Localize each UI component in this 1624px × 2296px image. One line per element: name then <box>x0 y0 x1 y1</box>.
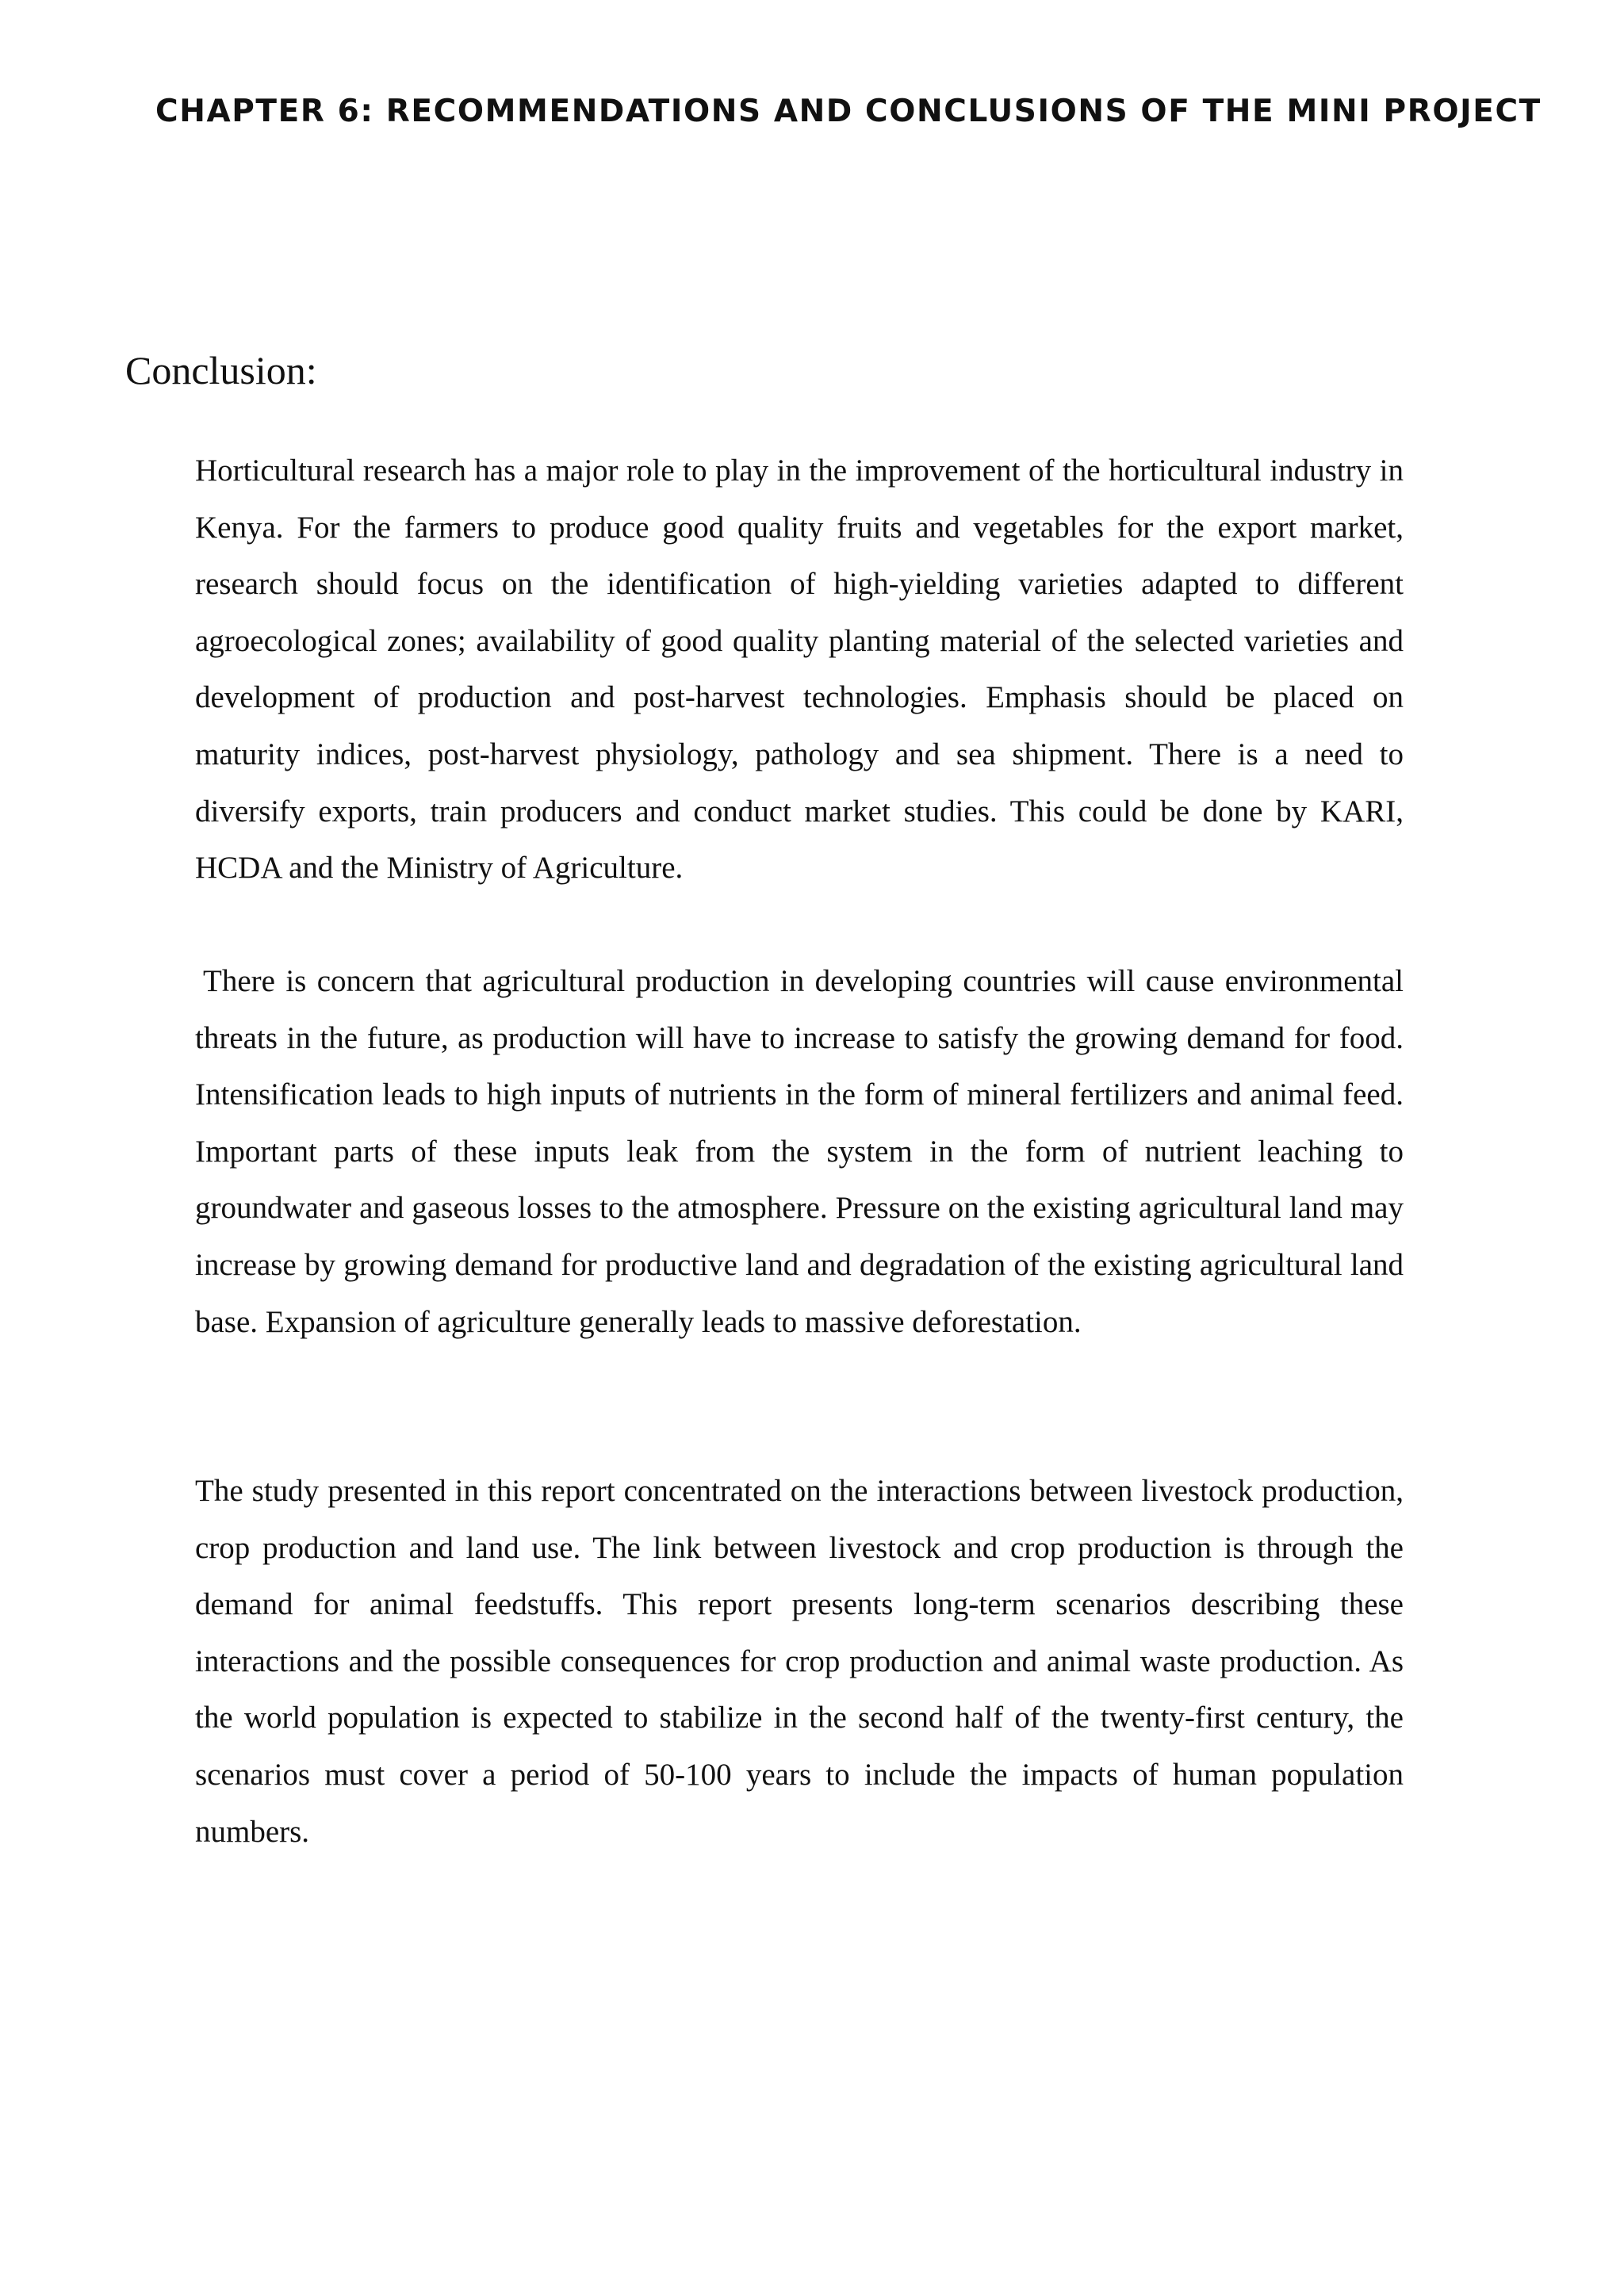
paragraph: There is concern that agricultural production in developing countries will cause environmental threats in the future, as production will have to increase to satisfy the growing demand for food. Intensification leads to high inputs of nutrients in the form of mineral fertilizers and animal feed. Important parts of these inputs leak from the system in the form of nutrient leaching to groundwater and gaseous losses to the atmosphere. Pressure on the existing agricultural land may increase by growing demand for productive land and degradation of the existing agricultural land base. Expansion of agriculture generally leads to massive deforestation. <box>195 964 1404 1339</box>
chapter-heading: CHAPTER 6: RECOMMENDATIONS AND CONCLUSIONS OF THE MINI PROJECT <box>155 94 1542 129</box>
paragraph: The study presented in this report concentrated on the interactions between livestock production, crop production and land use. The link between livestock and crop production is through the demand for animal feedstuffs. This report presents long-term scenarios describing these interactions and the possible consequences for crop production and animal waste production. As the world population is expected to stabilize in the second half of the twenty-first century, the scenarios must cover a period of 50-100 years to include the impacts of human population numbers. <box>195 1474 1404 1849</box>
section-title: Conclusion: <box>125 348 317 392</box>
paragraph: Horticultural research has a major role to play in the improvement of the horticultural industry in Kenya. For the farmers to produce good quality fruits and vegetables for the export market, research should focus on the identification of high-yielding varieties adapted to different agroecological zones; availability of good quality planting material of the selected varieties and development of production and post-harvest technologies. Emphasis should be placed on maturity indices, post-harvest physiology, pathology and sea shipment. There is a need to diversify exports, train producers and conduct market studies. This could be done by KARI, HCDA and the Ministry of Agriculture. <box>195 453 1404 886</box>
